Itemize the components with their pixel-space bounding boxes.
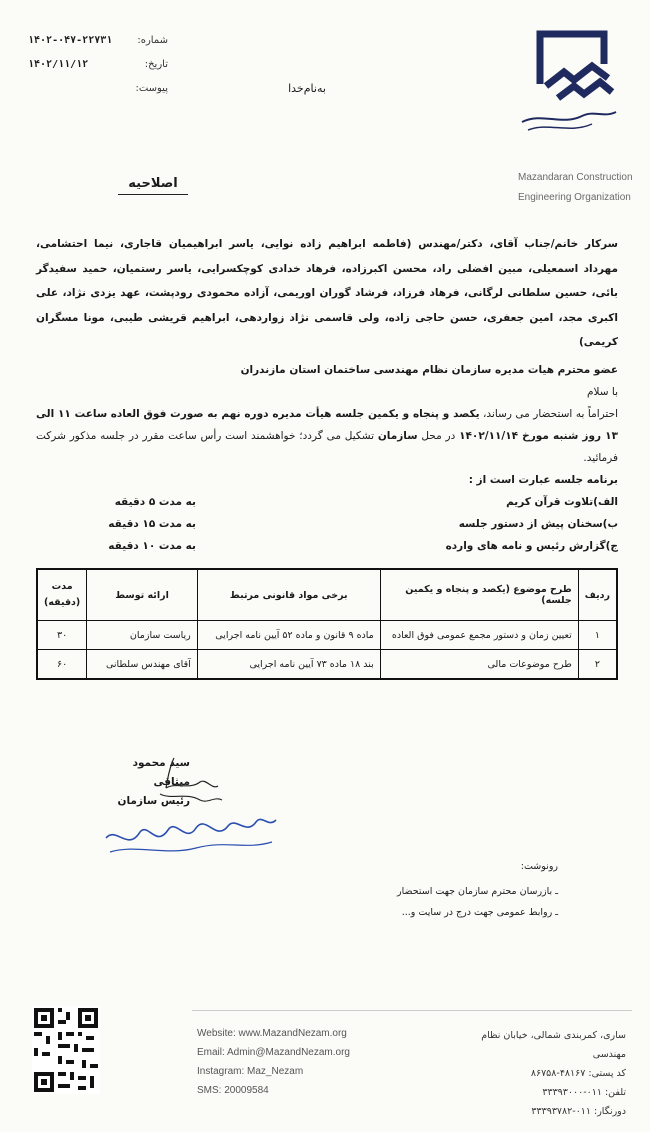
attachment-label: پیوست: xyxy=(135,82,168,94)
letter-body xyxy=(36,232,618,557)
header-presenter: ارائه توسط xyxy=(87,569,198,621)
header-minutes: مدت (دقیقه) xyxy=(37,569,87,621)
sms-number: SMS: 20009584 xyxy=(197,1085,269,1096)
letter-date: ۱۴۰۲/۱۱/۱۲ xyxy=(28,58,89,70)
contacts-fa xyxy=(460,1026,626,1121)
email-link[interactable]: Email: Admin@MazandNezam.org xyxy=(197,1047,350,1058)
address: ساری، کمربندی شمالی، خیابان نظام مهندسی xyxy=(481,1030,626,1060)
cc-heading: رونوشت: xyxy=(520,861,558,872)
header-laws: برخی مواد قانونی مرتبط xyxy=(197,569,380,621)
table-row: ۲ طرح موضوعات مالی بند ۱۸ ماده ۷۳ آیین نامه اجرایی آقای مهندس سلطانی ۶۰ xyxy=(37,650,617,680)
qr-code-icon xyxy=(30,1004,102,1096)
organization-logo-icon xyxy=(512,26,624,136)
footer-divider xyxy=(192,1010,632,1011)
recipients: سرکار خانم/جناب آقای، دکتر/مهندس (فاطمه ابراهیم زاده نوایی، یاسر ابراهیمیان قاجاری، نیما احتشامی، مهرداد اسمعیلی، مبین افضلی راد، محسن اکبرزاده، فرهاد خدادی کوچکسرایی، یاسر رستمیان، حمید سفیدگر بائی، حسین سلطانی لرگانی، فرهاد فرزاد، فرشاد گوران اوریمی، آزاده محمودی رودپشت، عهد یزدی نژاد، علی اکبری مجد، امین جعفری، حسن حاجی زاده، ولی قاسمی نژاد زواردهی، ابراهیم قریشی طیبی، مونا مسگران کریمی) xyxy=(36,238,618,348)
fax: دورنگار: ۰۱۱-۳۳۳۹۳۷۸۲ xyxy=(531,1106,626,1117)
contacts-en xyxy=(197,1024,397,1100)
header-topic: طرح موضوع (یکصد و پنجاه و یکمین جلسه) xyxy=(380,569,578,621)
cc-item: ـ بازرسان محترم سازمان جهت استحضار xyxy=(397,886,558,897)
signatory-role: رئیس سازمان xyxy=(117,795,190,807)
carbon-copy xyxy=(300,856,558,923)
cc-item: ـ روابط عمومی جهت درج در سایت و... xyxy=(401,907,558,918)
header-row-number: ردیف xyxy=(578,569,617,621)
greeting: با سلام xyxy=(586,385,618,398)
number-label: شماره: xyxy=(137,34,168,46)
letter-number: ۱۴۰۲-۰۴۷-۲۲۷۳۱ xyxy=(28,34,113,46)
agenda-intro: برنامه جلسه عبارت است از : xyxy=(468,473,618,486)
agenda-item: ج)گزارش رئیس و نامه های وارده به مدت ۱۰ دقیقه xyxy=(108,539,618,552)
table-row: ۱ تعیین زمان و دستور مجمع عمومی فوق العاده ماده ۹ قانون و ماده ۵۲ آیین نامه اجرایی ریاست سازمان ۳۰ xyxy=(37,621,617,650)
signature-stamp-icon xyxy=(96,752,286,872)
body-paragraph: احتراماً به استحضار می رساند، یکصد و پنجاه و یکمین جلسه هیأت مدیره دوره نهم به صورت فوق العاده ساعت ۱۱ الی ۱۳ روز شنبه مورخ ۱۴۰۲/۱۱/۱۴ در محل سازمان تشکیل می گردد؛ خواهشمند است رأس ساعت مقرر در جلسه مذکور شرکت فرمائید. xyxy=(36,407,618,464)
letter-title: اصلاحیه xyxy=(118,176,188,195)
table-header-row xyxy=(37,569,617,621)
organization-name-en: Mazandaran Construction Engineering Organization xyxy=(518,172,633,203)
website-link[interactable]: Website: www.MazandNezam.org xyxy=(197,1028,347,1039)
addressee: عضو محترم هیات مدیره سازمان نظام مهندسی ساختمان استان مازندران xyxy=(240,363,618,376)
letter-meta xyxy=(28,28,168,100)
postal-code: کد پستی: ۴۸۱۶۷-۸۶۷۵۸ xyxy=(530,1068,626,1079)
phone: تلفن: ۰۱۱-۳۳۳۹۳۰۰۰ xyxy=(542,1087,626,1098)
date-label: تاریخ: xyxy=(144,58,168,70)
agenda-table xyxy=(36,568,618,680)
basmala: به‌نام‌خدا xyxy=(288,82,326,95)
signatory-name: سید محمود میثاقی xyxy=(132,757,190,788)
agenda-item: الف)تلاوت قرآن کریم به مدت ۵ دقیقه xyxy=(114,495,618,508)
agenda-item: ب)سخنان پیش از دستور جلسه به مدت ۱۵ دقیقه xyxy=(108,517,618,530)
instagram-link[interactable]: Instagram: Maz_Nezam xyxy=(197,1066,304,1077)
